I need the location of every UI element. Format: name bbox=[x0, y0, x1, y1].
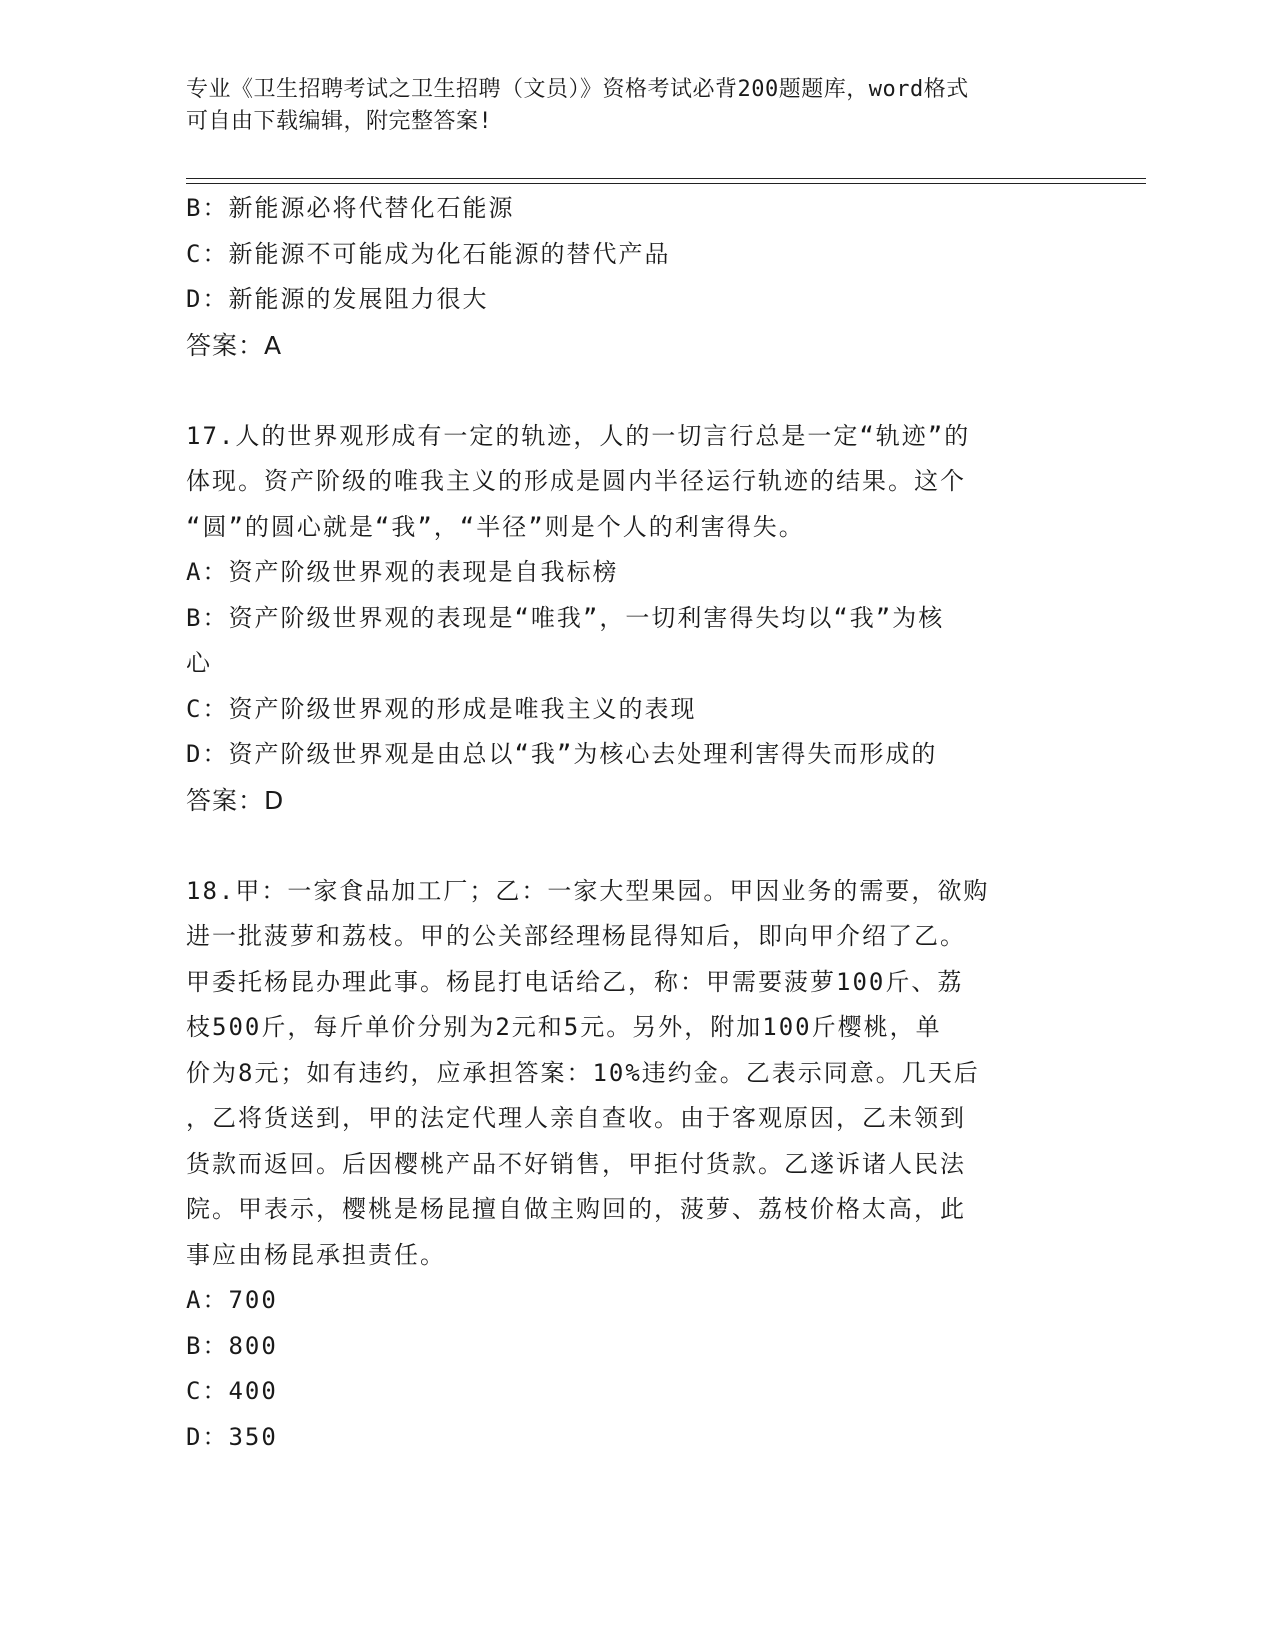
q17-option-a: A：资产阶级世界观的表现是自我标榜 bbox=[186, 558, 619, 586]
q17-answer: 答案：D bbox=[186, 785, 285, 815]
q17-stem-line: 17.人的世界观形成有一定的轨迹，人的一切言行总是一定“轨迹”的 bbox=[186, 421, 971, 450]
q18-stem-line: 院。甲表示，樱桃是杨昆擅自做主购回的，菠萝、荔枝价格太高，此 bbox=[186, 1195, 966, 1223]
q18-stem-line: 价为8元；如有违约，应承担答案：10%违约金。乙表示同意。几天后 bbox=[186, 1058, 980, 1087]
question-16-continued bbox=[186, 186, 1076, 368]
q18-option-b: B：800 bbox=[186, 1331, 278, 1360]
q18-stem-line: ，乙将货送到，甲的法定代理人亲自查收。由于客观原因，乙未领到 bbox=[186, 1104, 966, 1132]
q18-stem-line: 事应由杨昆承担责任。 bbox=[186, 1240, 446, 1269]
q16-option-b: B：新能源必将代替化石能源 bbox=[186, 194, 515, 222]
q17-stem-line: 体现。资产阶级的唯我主义的形成是圆内半径运行轨迹的结果。这个 bbox=[186, 467, 966, 495]
q16-option-d: D：新能源的发展阻力很大 bbox=[186, 285, 489, 313]
question-18 bbox=[186, 869, 1076, 1461]
header-title-line-2: 可自由下载编辑，附完整答案! bbox=[186, 109, 493, 134]
q17-option-c: C：资产阶级世界观的形成是唯我主义的表现 bbox=[186, 694, 697, 723]
question-spacer bbox=[186, 368, 1076, 414]
q17-stem-line: “圆”的圆心就是“我”，“半径”则是个人的利害得失。 bbox=[186, 512, 805, 541]
question-spacer bbox=[186, 823, 1076, 869]
q16-answer: 答案：A bbox=[186, 330, 283, 360]
document-header bbox=[186, 74, 1066, 138]
q18-stem-line: 枝500斤，每斤单价分别为2元和5元。另外，附加100斤樱桃，单 bbox=[186, 1013, 942, 1041]
header-title-line-1: 专业《卫生招聘考试之卫生招聘（文员）》资格考试必背200题题库，word格式 bbox=[186, 77, 969, 102]
q18-option-d: D：350 bbox=[186, 1422, 278, 1451]
document-body bbox=[186, 186, 1076, 1460]
q16-option-c: C：新能源不可能成为化石能源的替代产品 bbox=[186, 239, 671, 268]
question-17 bbox=[186, 414, 1076, 824]
q18-stem-line: 进一批菠萝和荔枝。甲的公关部经理杨昆得知后，即向甲介绍了乙。 bbox=[186, 922, 966, 950]
header-divider-bottom bbox=[186, 183, 1146, 184]
q18-stem-line: 货款而返回。后因樱桃产品不好销售，甲拒付货款。乙遂诉诸人民法 bbox=[186, 1149, 966, 1178]
q18-option-c: C：400 bbox=[186, 1377, 278, 1405]
header-divider-top bbox=[186, 178, 1146, 179]
q17-option-b-line: 心 bbox=[186, 649, 212, 677]
q18-stem-line: 甲委托杨昆办理此事。杨昆打电话给乙，称：甲需要菠萝100斤、荔 bbox=[186, 967, 964, 996]
q18-stem-line: 18.甲：一家食品加工厂；乙：一家大型果园。甲因业务的需要，欲购 bbox=[186, 876, 990, 905]
q17-option-d: D：资产阶级世界观是由总以“我”为核心去处理利害得失而形成的 bbox=[186, 740, 938, 768]
q18-option-a: A：700 bbox=[186, 1286, 278, 1314]
q17-option-b-line: B：资产阶级世界观的表现是“唯我”，一切利害得失均以“我”为核 bbox=[186, 603, 945, 632]
